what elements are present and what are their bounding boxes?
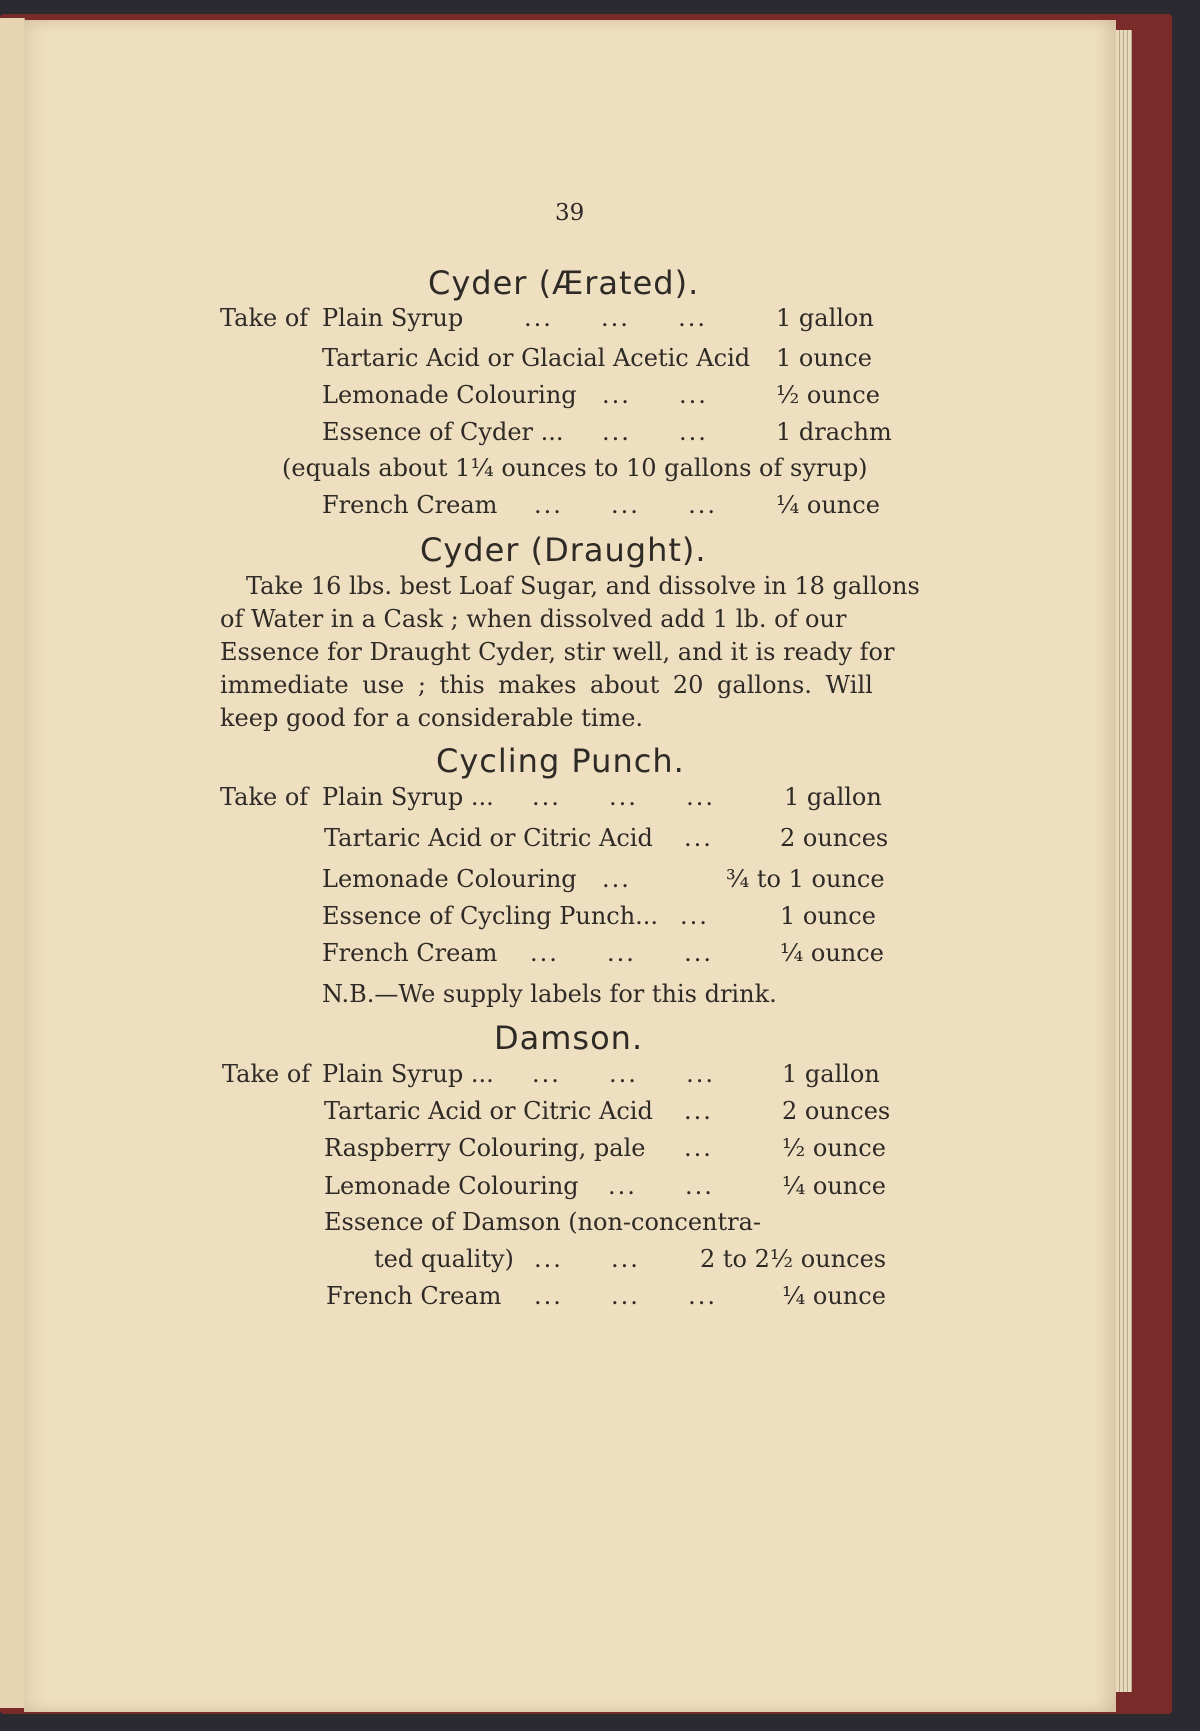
leader-dots: ... ... ... [532, 1060, 715, 1088]
recipe-item-amount: 1 ounce [776, 344, 872, 372]
leader-dots: ... ... [602, 418, 708, 446]
leader-dots: ... [684, 1134, 713, 1162]
recipe-item-name: Lemonade Colouring [324, 1172, 579, 1200]
recipe-item-name: Raspberry Colouring, pale [324, 1134, 646, 1162]
section-heading-cycling-punch: Cycling Punch. [436, 742, 685, 780]
section-heading-cyder-aerated: Cyder (Ærated). [428, 264, 700, 302]
recipe-item-name: French Cream [326, 1282, 502, 1310]
recipe-item-amount: 1 gallon [782, 1060, 880, 1088]
recipe-item-name: Essence of Cyder ... [322, 418, 564, 446]
leader-dots: ... ... ... [530, 939, 713, 967]
recipe-item-amount: ½ ounce [776, 381, 880, 409]
leader-dots: ... ... ... [532, 783, 715, 811]
recipe-item-name: ted quality) [374, 1245, 514, 1273]
recipe-item-amount: ¼ ounce [780, 939, 884, 967]
recipe-item-amount: ¼ ounce [776, 491, 880, 519]
recipe-item-amount: ½ ounce [782, 1134, 886, 1162]
recipe-item-amount: 1 ounce [780, 902, 876, 930]
leader-dots: ... [684, 1097, 713, 1125]
recipe-item-amount: ¼ ounce [782, 1282, 886, 1310]
recipe-item-name: Lemonade Colouring [322, 381, 577, 409]
take-of-label: Take of [220, 304, 309, 332]
recipe-item-name: French Cream [322, 491, 498, 519]
leader-dots: ... ... ... [534, 1282, 717, 1310]
paragraph-line: Essence for Draught Cyder, stir well, and it is ready for [220, 638, 895, 666]
recipe-item-amount: 1 drachm [776, 418, 892, 446]
recipe-item-name: Plain Syrup ... [322, 1060, 494, 1088]
take-of-label: Take of [220, 783, 309, 811]
leader-dots: ... ... [534, 1245, 640, 1273]
paragraph-line: of Water in a Cask ; when dissolved add 1 lb. of our [220, 605, 847, 633]
recipe-item-name: Plain Syrup ... [322, 783, 494, 811]
book-page [24, 20, 1116, 1712]
take-of-label: Take of [222, 1060, 311, 1088]
paragraph-line: Take 16 lbs. best Loaf Sugar, and dissolve in 18 gallons [246, 572, 920, 600]
leader-dots: ... ... ... [534, 491, 717, 519]
leader-dots: ... ... [608, 1172, 714, 1200]
leader-dots: ... [680, 902, 709, 930]
leader-dots: ... [602, 865, 631, 893]
recipe-item-name: French Cream [322, 939, 498, 967]
section-heading-cyder-draught: Cyder (Draught). [420, 531, 707, 569]
recipe-item-name: Tartaric Acid or Glacial Acetic Acid [322, 344, 751, 372]
recipe-item-amount: 2 ounces [780, 824, 889, 852]
paragraph-line: immediate use ; this makes about 20 gallons. Will [220, 671, 873, 699]
paragraph-line: keep good for a considerable time. [220, 704, 644, 732]
recipe-item-name: Essence of Cycling Punch... [322, 902, 659, 930]
recipe-item-amount: 1 gallon [776, 304, 874, 332]
recipe-note: N.B.—We supply labels for this drink. [322, 980, 777, 1008]
recipe-item-amount: 2 ounces [782, 1097, 891, 1125]
leader-dots: ... [684, 824, 713, 852]
recipe-item-name: Essence of Damson (non-concentra- [324, 1208, 762, 1236]
previous-page-edge [0, 18, 25, 1708]
leader-dots: ... ... [602, 381, 708, 409]
recipe-item-amount: 2 to 2½ ounces [700, 1245, 887, 1273]
recipe-item-name: Lemonade Colouring [322, 865, 577, 893]
recipe-item-name: Tartaric Acid or Citric Acid [324, 824, 653, 852]
recipe-item-name: Tartaric Acid or Citric Acid [324, 1097, 653, 1125]
section-heading-damson: Damson. [494, 1019, 644, 1057]
recipe-item-name: Plain Syrup [322, 304, 464, 332]
leader-dots: ... ... ... [524, 304, 707, 332]
recipe-item-amount: 1 gallon [784, 783, 882, 811]
recipe-item-amount: ¾ to 1 ounce [726, 865, 885, 893]
recipe-note: (equals about 1¼ ounces to 10 gallons of syrup) [282, 454, 868, 482]
page-number: 39 [555, 200, 585, 226]
recipe-item-amount: ¼ ounce [782, 1172, 886, 1200]
